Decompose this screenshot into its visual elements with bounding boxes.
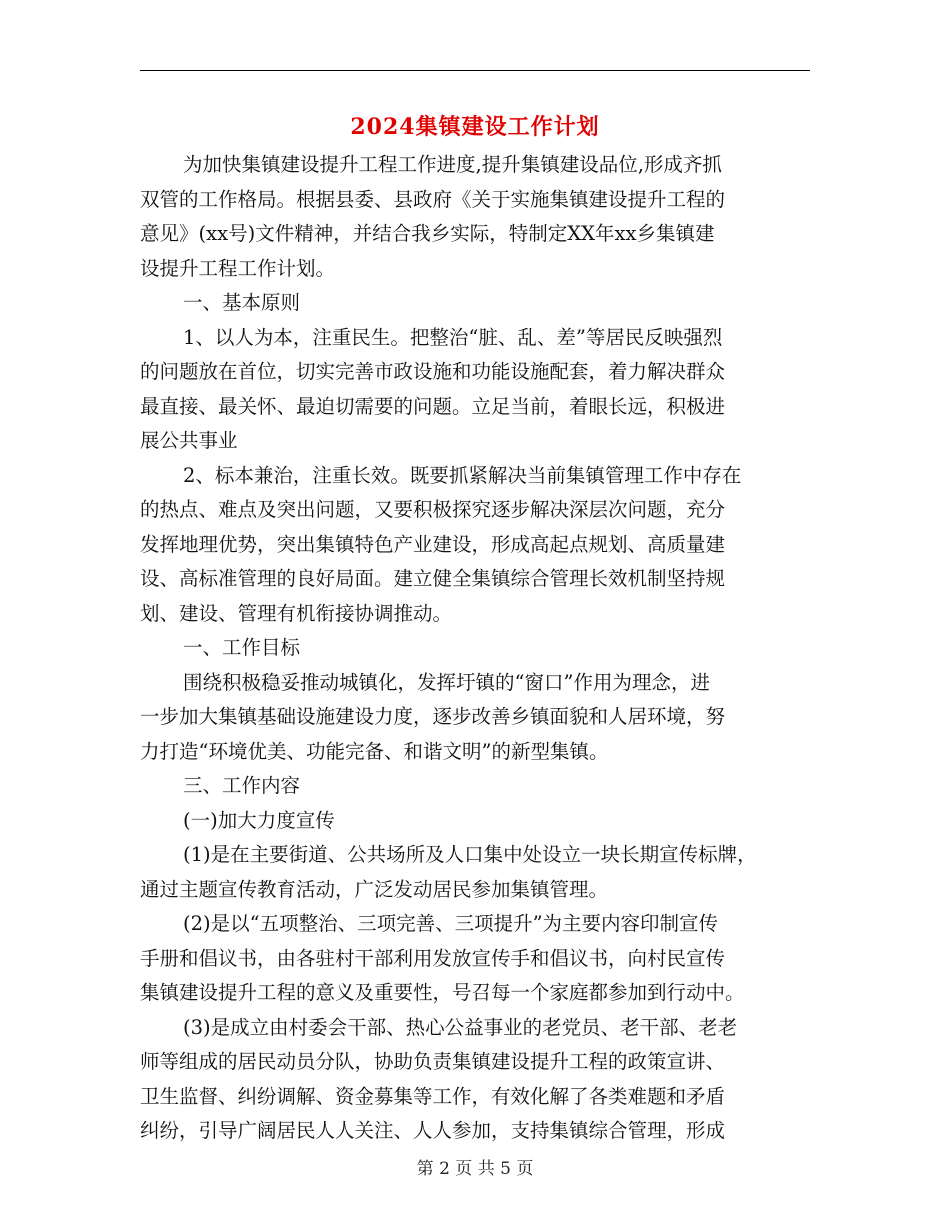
body-line: 通过主题宣传教育活动，广泛发动居民参加集镇管理。 — [140, 877, 609, 901]
page-number: 第 2 页 共 5 页 — [416, 1159, 534, 1179]
body-line: 2、标本兼治，注重长效。既要抓紧解决当前集镇管理工作中存在 — [183, 463, 742, 487]
body-line: 发挥地理优势，突出集镇特色产业建设，形成高起点规划、高质量建 — [140, 532, 726, 556]
body-line: 力打造“环境优美、功能完备、和谐文明”的新型集镇。 — [140, 739, 609, 763]
body-line: 的热点、难点及突出问题，又要积极探究逐步解决深层次问题，充分 — [140, 498, 726, 521]
body-line: 划、建设、管理有机衔接协调推动。 — [140, 601, 453, 625]
body-line: 卫生监督、纠纷调解、资金募集等工作，有效化解了各类难题和矛盾 — [140, 1084, 726, 1108]
header-rule — [140, 70, 810, 71]
body-line: (2)是以“五项整治、三项完善、三项提升”为主要内容印制宣传 — [183, 912, 719, 935]
body-line: 围绕积极稳妥推动城镇化，发挥圩镇的“窗口”作用为理念，进 — [183, 670, 710, 694]
body-line: 展公共事业 — [140, 429, 238, 452]
body-line: 双管的工作格局。根据县委、县政府《关于实施集镇建设提升工程的 — [140, 187, 726, 211]
section-heading: 一、工作目标 — [183, 636, 301, 659]
body-line: 设、高标准管理的良好局面。建立健全集镇综合管理长效机制坚持规 — [140, 567, 726, 590]
body-line: 1、以人为本，注重民生。把整治“脏、乱、差”等居民反映强烈 — [183, 325, 723, 349]
section-heading: 一、基本原则 — [183, 291, 301, 314]
body-line: 最直接、最关怀、最迫切需要的问题。立足当前，着眼长远，积极进 — [140, 394, 726, 418]
body-line: 为加快集镇建设提升工程工作进度,提升集镇建设品位,形成齐抓 — [183, 153, 722, 176]
body-line: 设提升工程工作计划。 — [140, 256, 336, 280]
body-line: 手册和倡议书，由各驻村干部利用发放宣传手和倡议书，向村民宣传 — [140, 946, 726, 970]
body-line: (1)是在主要街道、公共场所及人口集中处设立一块长期宣传标牌， — [183, 843, 757, 866]
body-line: 意见》(xx号)文件精神，并结合我乡实际，特制定XX年xx乡集镇建 — [140, 222, 715, 245]
document-body — [140, 148, 810, 1149]
body-line: 集镇建设提升工程的意义及重要性，号召每一个家庭都参加到行动中。 — [140, 981, 745, 1004]
body-line: (3)是成立由村委会干部、热心公益事业的老党员、老干部、老老 — [183, 1015, 738, 1039]
body-line: 纠纷，引导广阔居民人人关注、人人参加，支持集镇综合管理，形成 — [140, 1119, 726, 1142]
body-line: 的问题放在首位，切实完善市政设施和功能设施配套，着力解决群众 — [140, 360, 726, 383]
body-line: 一步加大集镇基础设施建设力度，逐步改善乡镇面貌和人居环境，努 — [140, 705, 726, 728]
document-title: 2024集镇建设工作计划 — [350, 114, 600, 140]
section-heading: 三、工作内容 — [183, 774, 301, 797]
subsection-heading: (一)加大力度宣传 — [183, 808, 335, 832]
body-line: 师等组成的居民动员分队，协助负责集镇建设提升工程的政策宣讲、 — [140, 1050, 726, 1073]
